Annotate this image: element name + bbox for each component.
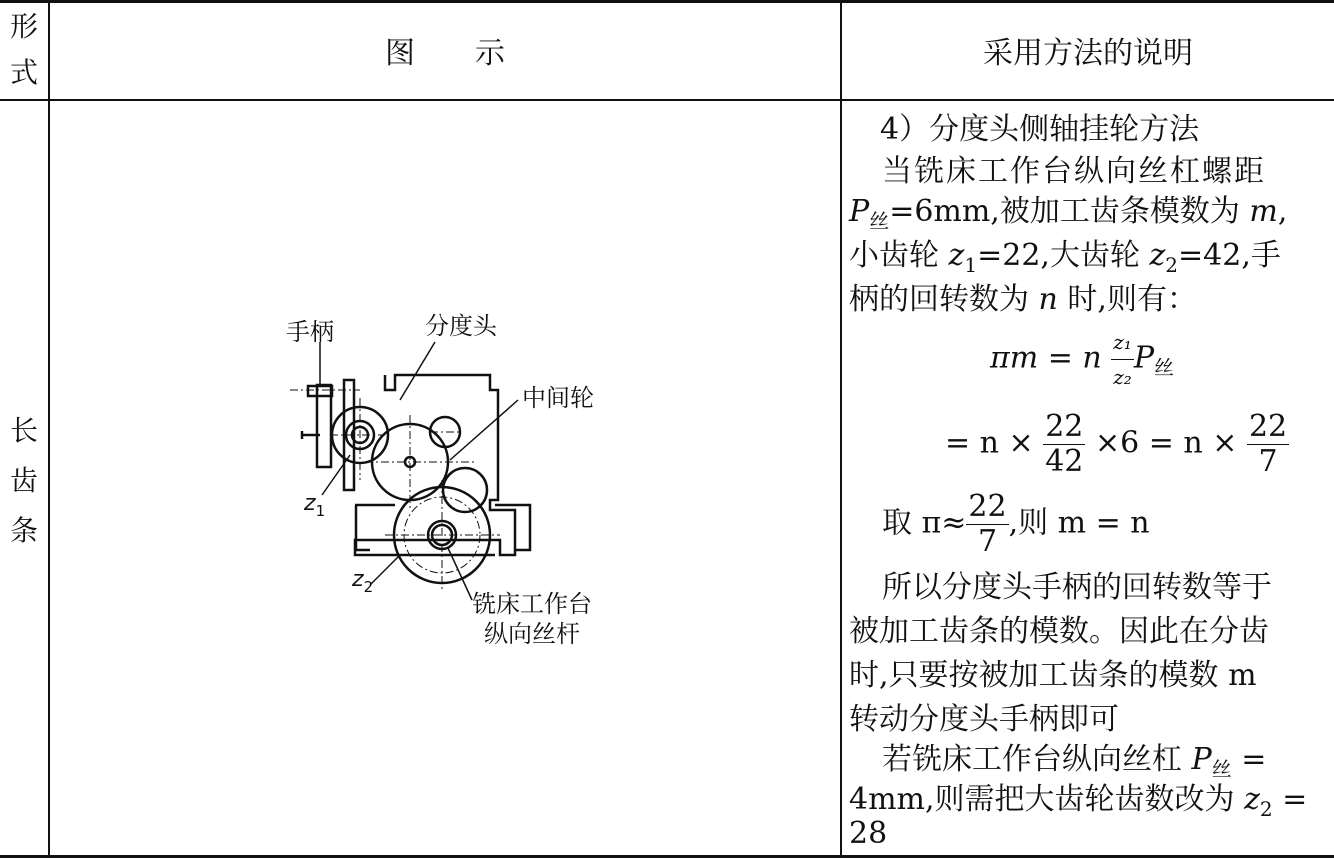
header-figure: 图 示	[385, 36, 505, 71]
row-type-char-1: 长	[9, 414, 38, 447]
header-type-char-1: 形	[9, 10, 38, 43]
label-handle: 手柄	[286, 318, 334, 346]
row-type-char-3: 条	[9, 514, 38, 547]
leader-index-head	[400, 342, 435, 400]
header-description: 采用方法的说明	[983, 36, 1193, 71]
desc-title: 4）分度头侧轴挂轮方法	[880, 112, 1200, 147]
desc-p2-line4: 转动分度头手柄即可	[849, 702, 1119, 737]
formula-2: = n × $\frac{22}{42}$ ×6 = n × $\frac{22}{7}$	[945, 409, 1288, 479]
gear-train-diagram	[260, 300, 640, 660]
label-table-screw-1: 铣床工作台	[472, 590, 592, 618]
handle-bar	[317, 385, 331, 467]
desc-p3-line3: 28	[849, 816, 888, 851]
table-base	[355, 505, 530, 550]
col-divider-1	[48, 0, 50, 858]
row-type-char-2: 齿	[9, 464, 38, 497]
col-divider-2	[840, 0, 842, 858]
desc-p1-line1: 当铣床工作台纵向丝杠螺距	[882, 154, 1266, 189]
label-z1: $z_1$	[304, 491, 326, 520]
desc-p3-line1: 若铣床工作台纵向丝杠 $P_丝$ =	[882, 742, 1267, 781]
formula-1: πm = n $\frac{\text{z₁}}{\text{z₂}}$ $P_丝$	[990, 325, 1174, 394]
leader-z2	[370, 555, 400, 585]
formula-3: 取 π≈ $\frac{22}{7}$ ,则 m = n	[882, 489, 1150, 559]
label-idler: 中间轮	[522, 384, 594, 412]
label-index-head: 分度头	[425, 312, 497, 340]
desc-p2-line3: 时,只要按被加工齿条的模数 m	[849, 658, 1257, 693]
desc-p1-line2: $P_丝=6mm$,被加工齿条模数为 m,	[849, 194, 1288, 233]
header-type-char-2: 式	[9, 56, 38, 89]
table-bottom-border	[0, 855, 1334, 858]
desc-p1-line3: 小齿轮 $z_1=22$,大齿轮 $z_2=42$,手	[849, 238, 1281, 277]
label-z2: $z_2$	[352, 567, 374, 596]
handle-knob	[308, 386, 332, 396]
label-table-screw-2: 纵向丝杆	[484, 620, 580, 648]
desc-p3-line2: 4mm,则需把大齿轮齿数改为 $z_2$ =	[849, 782, 1308, 821]
desc-p2-line1: 所以分度头手柄的回转数等于	[882, 570, 1272, 605]
desc-p1-line4: 柄的回转数为 n 时,则有：	[849, 282, 1197, 317]
desc-p2-line2: 被加工齿条的模数。因此在分齿	[849, 614, 1269, 649]
